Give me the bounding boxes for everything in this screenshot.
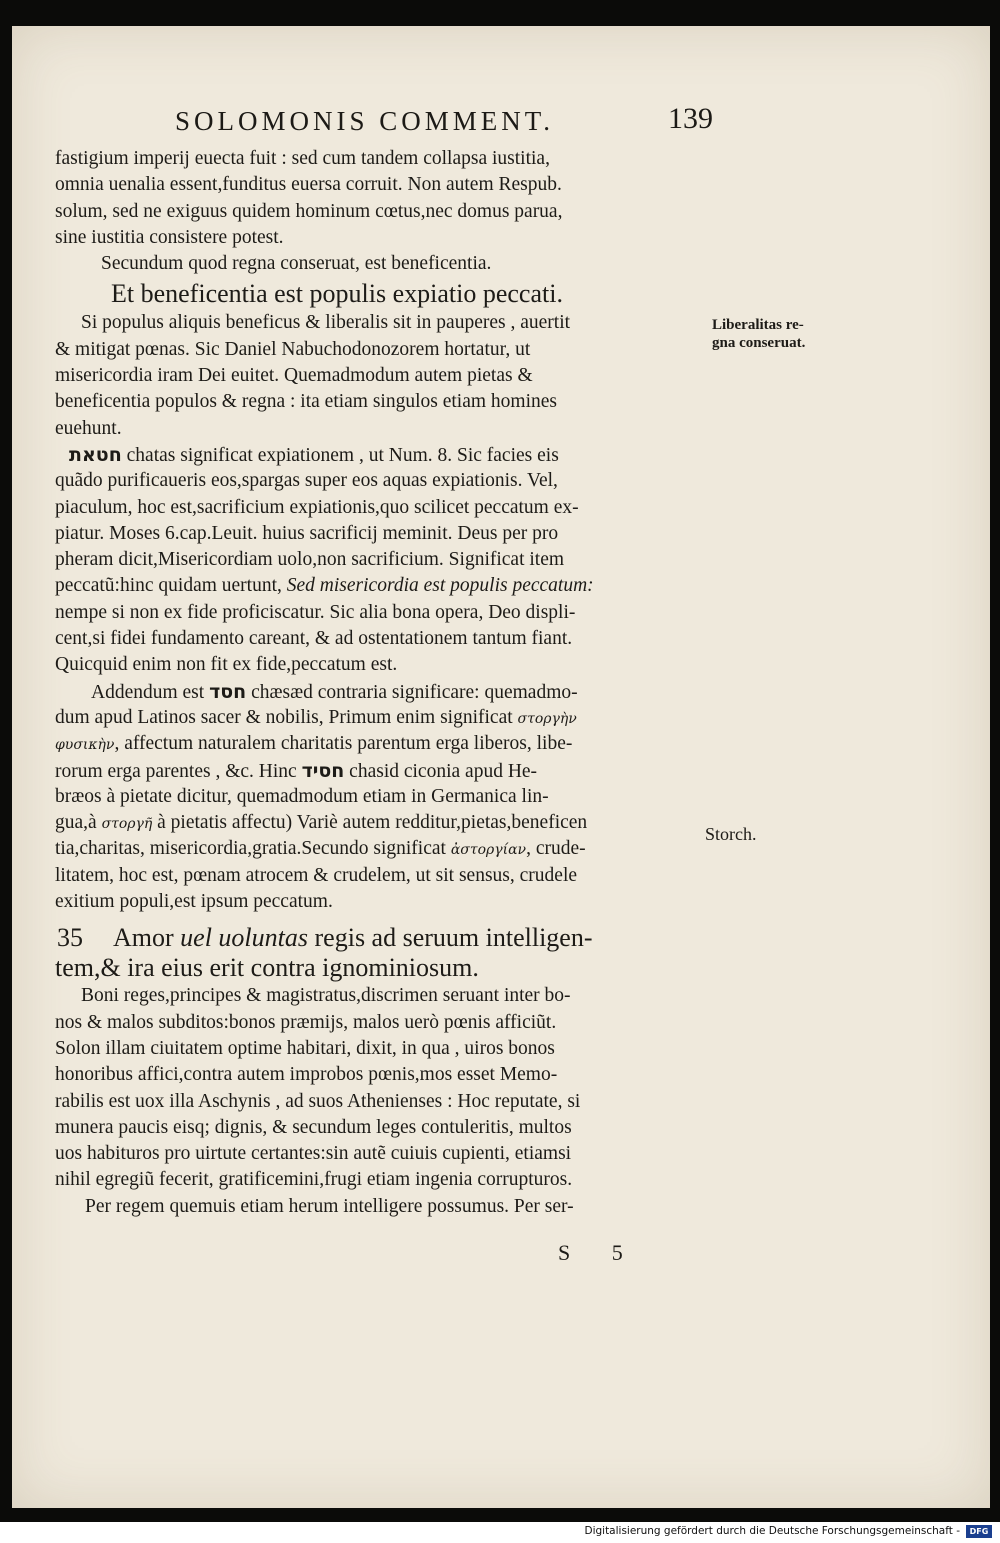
main-text (55, 146, 705, 1220)
marginal-note (712, 316, 842, 352)
text-span: regis ad seruum intelligen- (308, 923, 593, 953)
text-line: Secundum quod regna conseruat, est beneficentia. (101, 253, 492, 275)
text-span: , affectum naturalem charitatis parentum erga liberos, libe- (114, 733, 573, 755)
text-line: nos & malos subditos:bonos præmijs, malos uerò pœnis afficiũt. (55, 1011, 557, 1033)
text-line: sine iustitia consistere potest. (55, 226, 284, 248)
text-line: cent,si fidei fundamento careant, & ad ostentationem tantum fiant. (55, 628, 573, 650)
text-line: nempe si non ex fide proficiscatur. Sic alia bona opera, Deo displi- (55, 601, 576, 623)
text-line (55, 705, 705, 731)
text-line: piatur. Moses 6.cap.Leuit. huius sacrificij meminit. Deus per pro (55, 522, 559, 544)
hebrew-word: חסד (209, 680, 247, 703)
verse-heading: Et beneficentia est populis expiatio peccati. (111, 279, 563, 309)
text-line: munera paucis eisq; dignis, & secundum leges contuleritis, multos (55, 1116, 572, 1138)
marginal-note-line: Liberalitas re- (712, 317, 804, 333)
text-line: piaculum, hoc est,sacrificium expiationis,quo scilicet peccatum ex- (55, 496, 579, 518)
text-line: Boni reges,principes & magistratus,discrimen seruant inter bo- (81, 985, 571, 1007)
text-line: Quicquid enim non fit ex fide,peccatum est. (55, 654, 398, 676)
italic-span: Sed misericordia est populis peccatum: (286, 575, 594, 597)
text-line: fastigium imperij euecta fuit : sed cum tandem collapsa iustitia, (55, 148, 550, 169)
signature-mark: S 5 (558, 1240, 641, 1265)
footer-credit: Digitalisierung gefördert durch die Deutsche Forschungsgemeinschaft - (584, 1525, 960, 1537)
footer-bar (0, 1522, 1000, 1543)
marginal-note: Storch. (705, 824, 757, 844)
text-span: rorum erga parentes , &c. Hinc (55, 760, 302, 782)
greek-word: στοργὴν (517, 710, 577, 727)
text-line: exitium populi,est ipsum peccatum. (55, 891, 333, 913)
greek-word: στοργῆ (101, 816, 153, 833)
text-span: peccatũ:hinc quidam uertunt, (55, 575, 287, 597)
text-span: Addendum est (91, 681, 210, 703)
text-line (55, 731, 705, 757)
running-title: SOLOMONIS COMMENT. (175, 106, 555, 136)
text-line: Si populus aliquis beneficus & liberalis sit in pauperes , auertit (81, 312, 571, 334)
greek-word: ἀστοργίαν (450, 842, 527, 859)
text-line: litatem, hoc est, pœnam atrocem & crudelem, ut sit sensus, crudele (55, 864, 578, 886)
text-line: quãdo purificaueris eos,spargas super eos aquas expiationis. Vel, (55, 470, 558, 492)
dfg-logo: DFG (966, 1525, 992, 1538)
text-span: chæsæd contraria significare: quemadmo- (246, 681, 578, 703)
page-header (163, 100, 723, 140)
text-line: Per regem quemuis etiam herum intelligere possumus. Per ser- (85, 1195, 574, 1217)
text-span: dum apud Latinos sacer & nobilis, Primum enim significat (55, 706, 518, 728)
text-line: misericordia iram Dei euitet. Quemadmodum autem pietas & (55, 365, 533, 387)
text-line (55, 573, 705, 599)
text-line: euehunt. (55, 417, 122, 439)
verse-heading: tem,& ira eius erit contra ignominiosum. (55, 953, 479, 983)
text-line: pheram dicit,Misericordiam uolo,non sacrificium. Significat item (55, 549, 565, 571)
text-span: chatas significat expiationem , ut Num. 8. Sic facies eis (121, 444, 559, 466)
hebrew-word: חסיד (301, 759, 345, 782)
text-span: chasid ciconia apud He- (344, 760, 538, 782)
page-number: 139 (668, 102, 713, 135)
greek-word: φυσικὴν (55, 737, 115, 754)
marginal-note-line: gna conseruat. (712, 335, 806, 351)
text-line: honoribus affici,contra autem improbos pœnis,mos esset Memo- (55, 1064, 558, 1086)
text-line: nihil egregiũ fecerit, gratificemini,frugi etiam ingenia corrupturos. (55, 1169, 573, 1191)
text-line (55, 442, 705, 468)
text-line (55, 679, 705, 705)
text-line: Solon illam ciuitatem optime habitari, dixit, in qua , uiros bonos (55, 1037, 555, 1059)
text-line (55, 810, 705, 836)
verse-number: 35 (57, 923, 83, 953)
text-line (55, 836, 705, 862)
text-span: Amor (113, 923, 181, 953)
text-line: rabilis est uox illa Aschynis , ad suos Athenienses : Hoc reputate, si (55, 1090, 581, 1112)
text-line: beneficentia populos & regna : ita etiam singulos etiam homines (55, 391, 558, 413)
text-line: uos habituros pro uirtute certantes:sin autẽ cuiuis cupienti, etiamsi (55, 1143, 572, 1165)
hebrew-word: חטאת (69, 443, 122, 466)
text-span: tia,charitas, misericordia,gratia.Secundo significat (55, 838, 451, 860)
text-line: omnia uenalia essent,funditus euersa corruit. Non autem Respub. (55, 174, 562, 196)
text-span: gua,à (55, 812, 102, 834)
text-line: & mitigat pœnas. Sic Daniel Nabuchodonozorem hortatur, ut (55, 338, 531, 360)
text-line: bræos à pietate dicitur, quemadmodum etiam in Germanica lin- (55, 785, 549, 807)
text-span: à pietatis affectu) Variè autem redditur,pietas,beneficen (152, 812, 588, 834)
italic-span: uel uoluntas (180, 923, 309, 953)
text-line (55, 758, 705, 784)
text-line: solum, sed ne exiguus quidem hominum cœtus,nec domus parua, (55, 200, 563, 222)
text-span: , crude- (526, 838, 586, 860)
verse-heading (55, 923, 705, 953)
